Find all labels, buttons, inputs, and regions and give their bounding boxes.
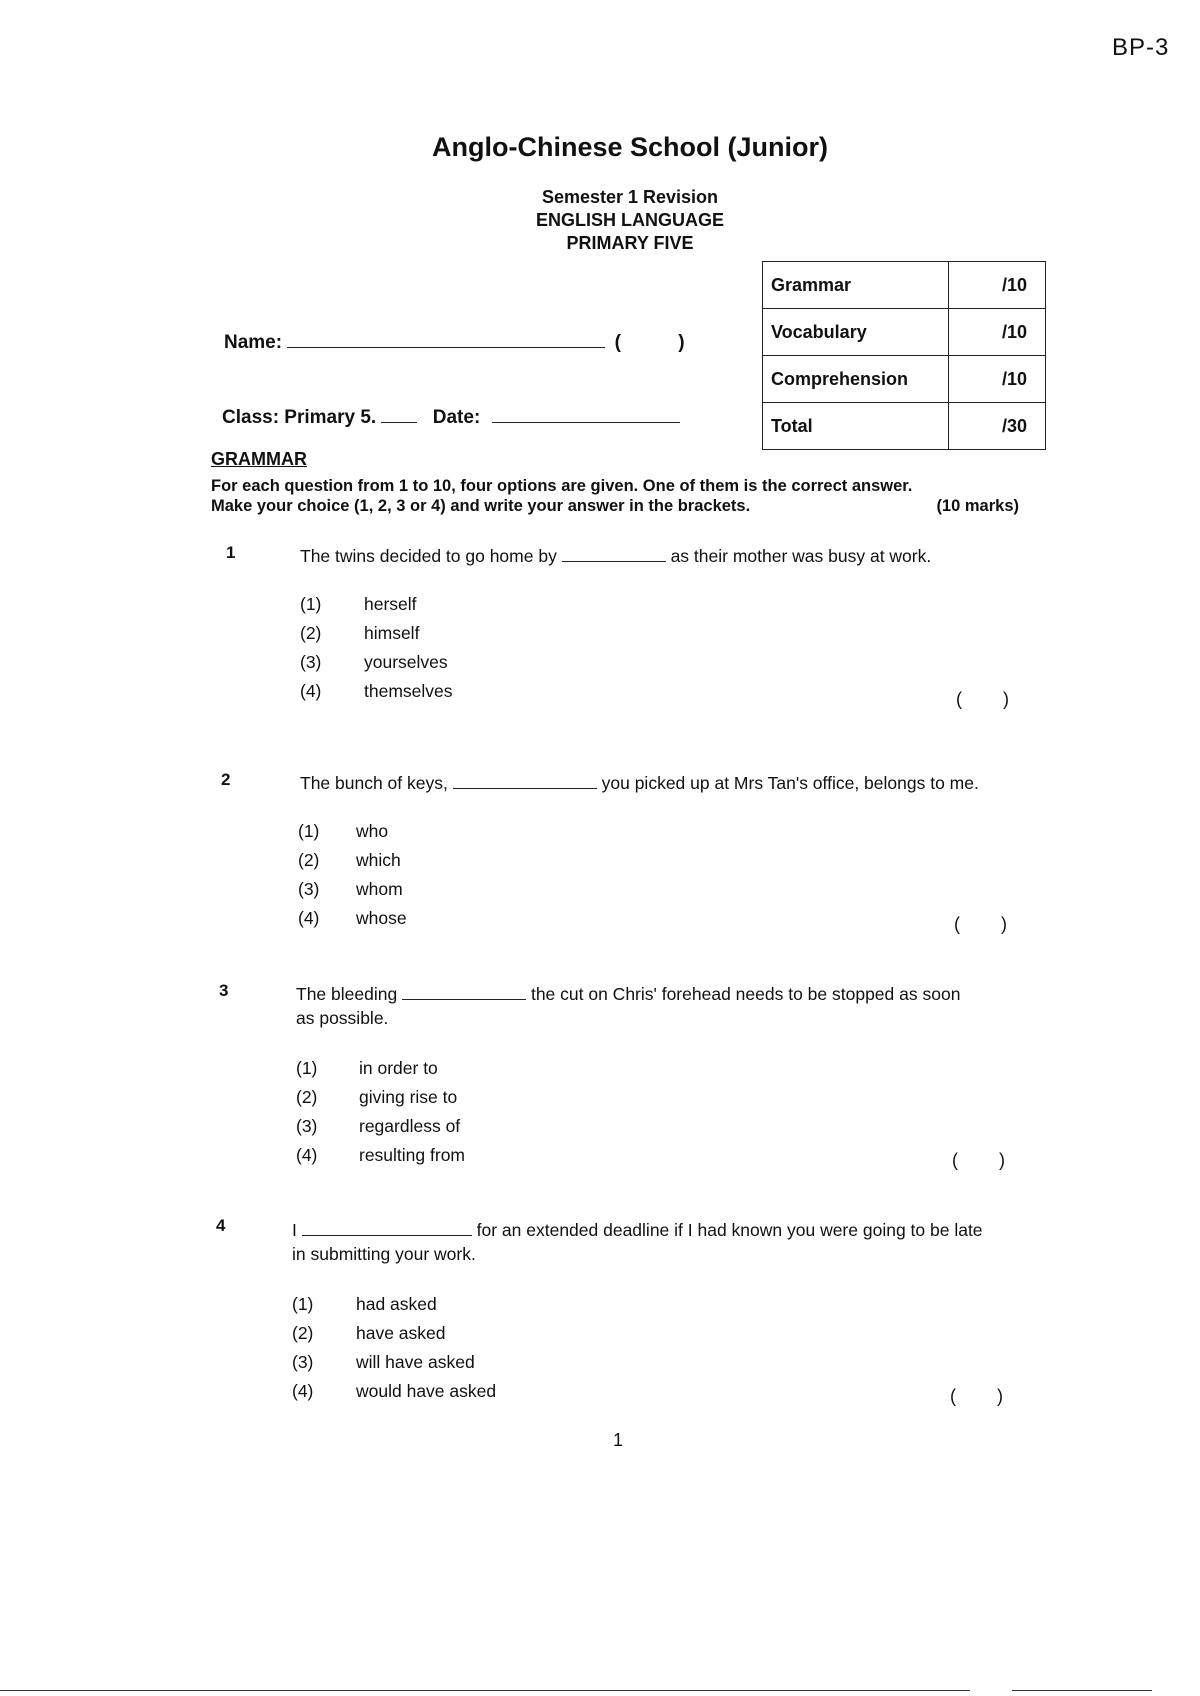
question-text-after: as their mother was busy at work. — [670, 546, 932, 566]
name-field[interactable] — [287, 329, 605, 348]
question-number: 2 — [221, 770, 231, 789]
score-label: Total — [763, 403, 949, 450]
marks-label: (10 marks) — [936, 497, 1019, 515]
class-row — [222, 404, 680, 429]
question-number: 3 — [219, 981, 229, 1000]
option-text: would have asked — [356, 1381, 497, 1401]
option-text: yourselves — [364, 652, 448, 672]
page-number: 1 — [612, 1430, 623, 1450]
question-text — [300, 771, 979, 795]
option-text: whose — [356, 908, 407, 928]
school-title: Anglo-Chinese School (Junior) — [432, 132, 828, 162]
date-label: Date: — [432, 407, 481, 428]
option-text: have asked — [356, 1323, 446, 1343]
class-label: Class: Primary 5. — [222, 407, 377, 428]
class-field[interactable] — [381, 404, 417, 423]
option-text: had asked — [356, 1294, 437, 1314]
question-text — [296, 982, 1056, 1006]
bottom-divider — [0, 1690, 970, 1691]
score-row-grammar — [763, 262, 1046, 309]
option-text: themselves — [364, 681, 453, 701]
question-text-continuation: as possible. — [296, 1008, 389, 1028]
option-text: herself — [364, 594, 417, 614]
option-number: (3) — [298, 879, 320, 899]
answer-blank — [402, 983, 526, 1000]
index-close-paren: ) — [678, 332, 685, 353]
revision-title: Semester 1 Revision — [541, 187, 719, 207]
answer-brackets[interactable]: ( ) — [956, 689, 1009, 709]
bottom-divider — [1012, 1690, 1152, 1691]
option-text: himself — [364, 623, 420, 643]
answer-blank — [302, 1219, 472, 1236]
question-text-before: I — [292, 1220, 297, 1240]
option-number: (4) — [300, 681, 322, 701]
name-row — [224, 329, 685, 354]
section-heading: GRAMMAR — [211, 449, 307, 469]
answer-blank — [453, 772, 597, 789]
score-label: Comprehension — [763, 356, 949, 403]
instruction-line-1: For each question from 1 to 10, four options are given. One of them is the correct answer. — [211, 477, 913, 495]
option-number: (4) — [292, 1381, 314, 1401]
option-text: regardless of — [359, 1116, 461, 1136]
option-text: which — [356, 850, 401, 870]
option-text: resulting from — [359, 1145, 466, 1165]
option-text: whom — [356, 879, 403, 899]
instruction-text: Make your choice (1, 2, 3 or 4) and write your answer in the brackets. — [211, 497, 751, 515]
score-row-comprehension — [763, 356, 1046, 403]
option-number: (2) — [298, 850, 320, 870]
instruction-line-2 — [211, 497, 1019, 516]
option-number: (3) — [296, 1116, 318, 1136]
question-text — [300, 544, 931, 568]
question-text-before: The bunch of keys, — [300, 773, 448, 793]
option-number: (3) — [300, 652, 322, 672]
option-number: (1) — [292, 1294, 314, 1314]
answer-brackets[interactable]: ( ) — [950, 1386, 1003, 1406]
page-code: BP-3 — [1112, 34, 1170, 61]
option-number: (4) — [298, 908, 320, 928]
option-text: will have asked — [356, 1352, 475, 1372]
option-number: (1) — [298, 821, 320, 841]
score-value[interactable]: /10 — [949, 262, 1046, 309]
question-text-before: The bleeding — [296, 984, 398, 1004]
score-label: Vocabulary — [763, 309, 949, 356]
answer-brackets[interactable]: ( ) — [954, 914, 1007, 934]
question-text — [292, 1218, 1072, 1242]
question-text-after: the cut on Chris' forehead needs to be stopped as soon — [530, 984, 961, 1004]
answer-blank — [562, 545, 666, 562]
score-value[interactable]: /10 — [949, 356, 1046, 403]
option-text: in order to — [359, 1058, 438, 1078]
option-number: (2) — [292, 1323, 314, 1343]
option-number: (1) — [296, 1058, 318, 1078]
option-text: who — [356, 821, 389, 841]
option-number: (2) — [296, 1087, 318, 1107]
option-number: (1) — [300, 594, 322, 614]
score-label: Grammar — [763, 262, 949, 309]
answer-brackets[interactable]: ( ) — [952, 1150, 1005, 1170]
score-value[interactable]: /30 — [949, 403, 1046, 450]
name-label: Name: — [224, 332, 283, 353]
question-text-continuation: in submitting your work. — [292, 1244, 476, 1264]
subject-title: ENGLISH LANGUAGE — [535, 210, 724, 230]
question-number: 1 — [226, 543, 236, 562]
question-text-after: you picked up at Mrs Tan's office, belongs to me. — [601, 773, 979, 793]
score-row-total — [763, 403, 1046, 450]
question-text-before: The twins decided to go home by — [300, 546, 557, 566]
option-number: (2) — [300, 623, 322, 643]
option-number: (3) — [292, 1352, 314, 1372]
date-field[interactable] — [492, 404, 680, 423]
score-value[interactable]: /10 — [949, 309, 1046, 356]
question-text-after: for an extended deadline if I had known you were going to be late — [476, 1220, 983, 1240]
index-open-paren: ( — [614, 332, 621, 353]
option-text: giving rise to — [359, 1087, 458, 1107]
question-number: 4 — [216, 1216, 226, 1235]
score-row-vocabulary — [763, 309, 1046, 356]
score-table — [762, 261, 1046, 450]
level-title: PRIMARY FIVE — [566, 233, 694, 253]
option-number: (4) — [296, 1145, 318, 1165]
